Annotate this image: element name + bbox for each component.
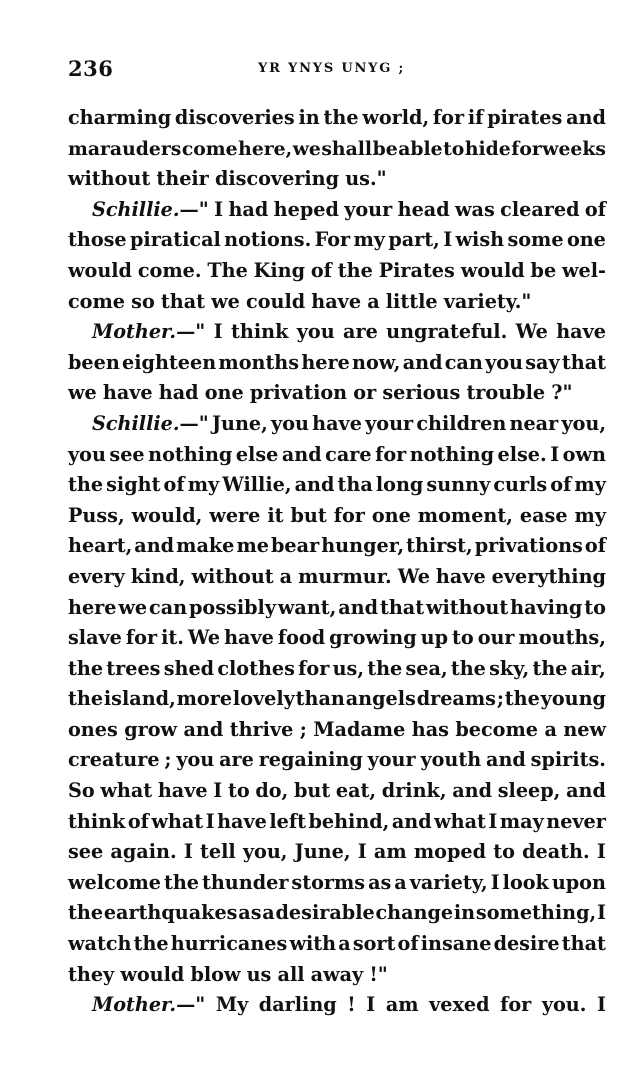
text-line: the earthquakes as a desirable change in something, I [68,901,606,925]
text-line: been eighteen months here now, and can you say that [68,350,606,374]
text-line: Mother.—" My darling ! I am vexed for you. I [68,990,606,1021]
speaker-name: Mother. [92,320,177,344]
text-line: without their discovering us." [68,167,387,191]
text-line: the sight of my Willie, and tha long sunny curls of my [68,473,606,497]
speaker-tag: Schillie.—" [92,409,209,440]
text-line: would come. The King of the Pirates would be wel- [68,258,606,282]
text-line: the island, more lovely than angels dreams ; the young [68,687,606,711]
running-head: YR YNYS UNYG ; [258,61,406,76]
speaker-tag: Mother.—" [92,317,205,348]
text-line: see again. I tell you, June, I am moped to death. I [68,840,606,864]
page-number: 236 [68,56,114,81]
speaker-name: Schillie. [92,411,180,435]
text-line: you see nothing else and care for nothing else. I own [68,442,606,466]
text-line: come so that we could have a little variety." [68,289,532,313]
text-line: charming discoveries in the world, for if pirates and [68,106,606,129]
text-line: the trees shed clothes for us, the sea, the sky, the air, [68,656,606,680]
speaker-tag: Schillie.—" [92,195,209,226]
text-line: slave for it. We have food growing up to our mouths, [68,626,606,650]
text-line: welcome the thunder storms as a variety, I look upon [68,870,606,894]
body-text [68,103,606,1021]
text-line: Schillie.—" I had heped your head was cleared of [68,195,606,226]
text-line: think of what I have left behind, and what I may never [68,809,606,833]
speaker-tag: Mother.—" [92,990,205,1021]
text-line: Puss, would, were it but for one moment, ease my [68,503,606,527]
text-line: marauders come here, we shall be able to hide for weeks [68,137,606,160]
text-line: those piratical notions. For my part, I wish some one [68,228,606,252]
speaker-name: Mother. [92,993,177,1017]
text-line: watch the hurricanes with a sort of insane desire that [68,932,606,956]
text-line: creature ; you are regaining your youth and spirits. [68,748,606,772]
text-line: here we can possibly want, and that without having to [68,595,606,619]
text-line: heart, and make me bear hunger, thirst, privations of [68,534,606,558]
text-line: ones grow and thrive ; Madame has become a new [68,717,606,741]
text-line: So what have I to do, but eat, drink, and sleep, and [68,779,606,803]
text-line: we have had one privation or serious trouble ?" [68,381,573,405]
text-line: they would blow us all away !" [68,962,388,986]
text-line: Schillie.—" June, you have your children near you, [68,409,606,440]
text-line: Mother.—" I think you are ungrateful. We have [68,317,606,348]
page-header [68,56,608,88]
speaker-name: Schillie. [92,197,180,221]
text-line: every kind, without a murmur. We have everything [68,564,606,588]
